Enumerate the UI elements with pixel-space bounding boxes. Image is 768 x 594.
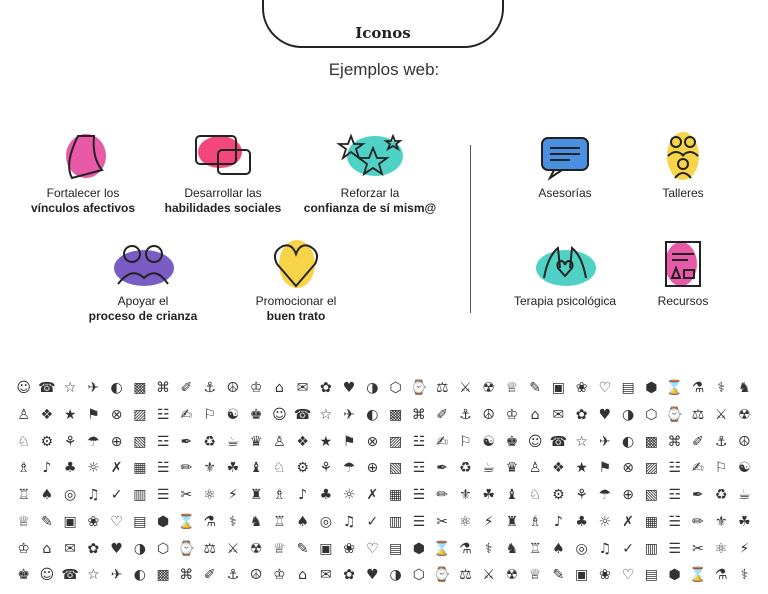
grid-icon: ⚙ [552, 487, 565, 503]
grid-icon: ⚖ [459, 567, 472, 584]
grid-icon: ⊗ [366, 433, 379, 450]
grid-icon: ✈ [343, 406, 355, 423]
grid-icon: ❖ [296, 433, 309, 450]
grid-icon: ♫ [598, 540, 612, 557]
grid-icon: ▥ [644, 540, 658, 557]
grid-icon: ⚓ [203, 380, 216, 396]
grid-icon: ♥ [366, 567, 379, 584]
grid-icon: ⚗ [714, 567, 728, 584]
grid-icon: ⬡ [157, 540, 170, 557]
grid-icon: ♝ [249, 460, 263, 477]
grid-icon: ✿ [320, 380, 332, 396]
grid-icon: ☎ [61, 567, 79, 584]
grid-icon: ✒ [692, 487, 704, 503]
grid-icon: ♥ [598, 406, 612, 423]
heart-arm-icon [48, 130, 118, 182]
example-talleres [608, 130, 758, 201]
grid-icon: ▨ [133, 406, 147, 423]
grid-icon: ⚓ [714, 433, 728, 450]
grid-icon: ☢ [505, 567, 519, 584]
grid-icon: ♔ [249, 380, 263, 396]
grid-icon: ⚑ [87, 406, 100, 423]
grid-icon: ♡ [621, 567, 635, 584]
grid-icon: ◎ [575, 540, 588, 557]
grid-icon: ☯ [738, 460, 751, 477]
grid-icon: ⊕ [366, 460, 379, 477]
grid-icon: ⊕ [110, 433, 123, 450]
grid-icon: ⚘ [319, 460, 333, 477]
grid-icon: ♕ [17, 513, 30, 530]
grid-icon: ❀ [599, 567, 611, 584]
grid-icon: ⚡ [227, 487, 238, 503]
grid-icon: ❀ [87, 513, 100, 530]
grid-icon: ✓ [110, 487, 123, 503]
example-recursos [608, 238, 758, 309]
grid-icon: ☲ [668, 487, 681, 503]
grid-icon: ⌘ [179, 567, 194, 584]
grid-icon: ▨ [389, 433, 403, 450]
grid-icon: ☳ [412, 433, 426, 450]
example-fortalecer [8, 130, 158, 216]
grid-icon: ♗ [17, 460, 30, 477]
grid-icon: ✏ [436, 487, 448, 503]
grid-icon: ⚖ [435, 380, 449, 396]
grid-icon: ◎ [319, 513, 332, 530]
grid-icon: ⊗ [622, 460, 634, 477]
grid-icon: ☯ [482, 433, 495, 450]
page-title: Iconos [355, 24, 411, 42]
grid-icon: ★ [63, 406, 77, 423]
grid-icon: ◑ [389, 567, 402, 584]
grid-icon: ☂ [342, 460, 356, 477]
grid-icon: ▣ [63, 513, 77, 530]
grid-icon: ▧ [644, 487, 658, 503]
grid-icon: ✿ [575, 406, 588, 423]
grid-icon: ✓ [622, 540, 634, 557]
grid-icon: ✉ [552, 406, 565, 423]
example-label: Terapia psicológica [513, 294, 617, 308]
grid-icon: ✐ [203, 567, 216, 584]
grid-icon: ☱ [412, 487, 426, 503]
grid-icon: ☼ [598, 513, 612, 530]
grid-icon: ☺ [527, 433, 543, 450]
example-label-bold: confianza de sí mism@ [303, 201, 437, 215]
grid-icon: ⚕ [717, 380, 725, 396]
grid-icon: ✗ [110, 460, 123, 477]
grid-icon: ⚛ [459, 513, 472, 530]
grid-icon: ♞ [505, 540, 519, 557]
grid-icon: ⬡ [389, 380, 402, 396]
grid-icon: ⚜ [714, 513, 728, 530]
grid-icon: ♔ [17, 540, 30, 557]
grid-icon: ♖ [17, 487, 30, 503]
grid-icon: ▨ [644, 460, 658, 477]
grid-icon: ♚ [17, 567, 30, 584]
grid-icon: ✒ [180, 433, 193, 450]
grid-icon: ❀ [575, 380, 588, 396]
grid-icon: ▩ [133, 380, 147, 396]
grid-icon: ♘ [273, 460, 286, 477]
grid-icon: ▧ [389, 460, 403, 477]
grid-icon: ⌂ [298, 567, 308, 584]
grid-icon: ⬢ [668, 567, 681, 584]
grid-icon: ☆ [575, 433, 588, 450]
grid-icon: ⚖ [691, 406, 705, 423]
grid-icon: ♝ [505, 487, 519, 503]
grid-icon: ♔ [273, 567, 286, 584]
grid-icon: ⬢ [412, 540, 425, 557]
grid-icon: ♕ [505, 380, 519, 396]
grid-icon: ✗ [366, 487, 379, 503]
group-icon [648, 130, 718, 182]
grid-icon: ⚛ [714, 540, 728, 557]
grid-icon: ⚘ [63, 433, 77, 450]
grid-icon: ✂ [180, 487, 193, 503]
grid-icon: ◑ [622, 406, 635, 423]
grid-icon: ▩ [644, 433, 658, 450]
chat-bubbles-icon [188, 130, 258, 182]
grid-icon: ⌂ [42, 540, 52, 557]
grid-icon: ◑ [366, 380, 379, 396]
grid-icon: ♜ [505, 513, 519, 530]
grid-icon: ☳ [668, 460, 681, 477]
grid-icon: ⌚ [177, 540, 196, 557]
grid-icon: ⚓ [226, 567, 240, 584]
grid-icon: ♛ [249, 433, 263, 450]
grid-icon: ⚓ [459, 406, 472, 423]
grid-icon: ☮ [482, 406, 495, 423]
grid-icon: ◎ [64, 487, 77, 503]
grid-icon: ⚖ [203, 540, 216, 557]
grid-icon: ☎ [549, 433, 568, 450]
grid-icon: ✗ [622, 513, 634, 530]
grid-icon: ♞ [249, 513, 263, 530]
grid-icon: ⬡ [645, 406, 658, 423]
grid-icon: ☕ [482, 460, 495, 477]
grid-icon: ❖ [552, 460, 565, 477]
grid-icon: ⚑ [598, 460, 612, 477]
grid-icon: ⚕ [229, 513, 237, 530]
grid-icon: ⊗ [110, 406, 123, 423]
grid-icon: ♻ [714, 487, 728, 503]
grid-icon: ▩ [156, 567, 170, 584]
grid-icon: ✈ [110, 567, 123, 584]
grid-icon: ⚕ [740, 567, 749, 584]
grid-icon: ☆ [63, 380, 77, 396]
grid-icon: ⌛ [433, 540, 451, 557]
example-label-bold: habilidades sociales [164, 201, 282, 215]
grid-icon: ⌚ [665, 406, 684, 423]
example-label: Asesorías [538, 186, 592, 200]
grid-icon: ♥ [110, 540, 123, 557]
grid-icon: ⚡ [483, 513, 494, 530]
grid-icon: ▦ [389, 487, 403, 503]
grid-icon: ⚘ [575, 487, 588, 503]
grid-icon: ▦ [133, 460, 147, 477]
grid-icon: ♞ [738, 380, 751, 396]
grid-icon: ✎ [529, 380, 541, 396]
grid-icon: ⚕ [484, 540, 493, 557]
grid-icon: ✐ [692, 433, 704, 450]
grid-icon: ⚛ [203, 487, 216, 503]
grid-icon: ⚜ [459, 487, 472, 503]
grid-icon: ▧ [133, 433, 147, 450]
grid-icon: ✉ [296, 380, 309, 396]
grid-icon: ▣ [319, 540, 333, 557]
grid-icon: ✂ [692, 540, 704, 557]
grid-icon: ♗ [528, 513, 542, 530]
grid-icon: ♫ [87, 487, 100, 503]
grid-icon: ☢ [482, 380, 495, 396]
grid-icon: ♡ [110, 513, 123, 530]
grid-icon: ★ [575, 460, 588, 477]
grid-icon: ♻ [459, 460, 472, 477]
grid-icon: ⚗ [203, 513, 216, 530]
grid-icon: ◐ [622, 433, 635, 450]
grid-icon: ◐ [110, 380, 123, 396]
page-subtitle: Ejemplos web: [328, 60, 440, 79]
example-promocionar [221, 238, 371, 324]
grid-icon: ⌚ [433, 567, 451, 584]
grid-icon: ☘ [738, 513, 751, 530]
icon-grid [12, 375, 756, 589]
example-label: Promocionar el [255, 294, 337, 308]
grid-icon: ⬡ [412, 567, 425, 584]
grid-icon: ✐ [180, 380, 193, 396]
grid-icon: ⌘ [667, 433, 682, 450]
example-apoyar [68, 238, 218, 324]
grid-icon: ✿ [343, 567, 355, 584]
example-label: Fortalecer los [46, 186, 120, 200]
grid-icon: ✈ [87, 380, 100, 396]
grid-icon: ☯ [226, 406, 240, 423]
grid-icon: ▥ [389, 513, 403, 530]
grid-icon: ◐ [133, 567, 146, 584]
grid-icon: ⌛ [665, 380, 684, 396]
grid-icon: ◑ [133, 540, 146, 557]
grid-icon: ♪ [298, 487, 308, 503]
section-divider [470, 145, 471, 313]
grid-icon: ⚗ [459, 540, 472, 557]
grid-icon: ▤ [389, 540, 403, 557]
grid-icon: ☮ [249, 567, 263, 584]
grid-icon: ☲ [412, 460, 426, 477]
grid-icon: ♕ [273, 540, 286, 557]
grid-icon: ☱ [156, 460, 170, 477]
grid-icon: ☰ [668, 540, 681, 557]
grid-icon: ♣ [63, 460, 77, 477]
grid-icon: ☺ [16, 380, 31, 396]
example-label: Talleres [662, 186, 704, 200]
grid-icon: ☰ [412, 513, 426, 530]
grid-icon: ♘ [17, 433, 30, 450]
grid-icon: ☎ [293, 406, 312, 423]
grid-icon: ♪ [42, 460, 52, 477]
grid-icon: ⌛ [689, 567, 707, 584]
grid-icon: ☘ [226, 460, 240, 477]
example-label: Apoyar el [117, 294, 169, 308]
example-label: Reforzar la [340, 186, 400, 200]
example-desarrollar [148, 130, 298, 216]
grid-icon: ♠ [296, 513, 309, 530]
grid-icon: ▤ [644, 567, 658, 584]
grid-icon: ☂ [598, 487, 612, 503]
grid-icon: ✍ [436, 433, 448, 450]
grid-icon: ⌘ [156, 380, 171, 396]
grid-icon: ♔ [505, 406, 519, 423]
grid-icon: ✎ [552, 567, 565, 584]
grid-icon: ☢ [738, 406, 751, 423]
heart-icon [261, 238, 331, 290]
grid-icon: ☼ [87, 460, 100, 477]
grid-icon: ♙ [17, 406, 30, 423]
grid-icon: ♫ [342, 513, 356, 530]
grid-icon: ⚔ [714, 406, 728, 423]
example-label: Recursos [657, 294, 709, 308]
grid-icon: ♚ [505, 433, 519, 450]
grid-icon: ⬢ [645, 380, 658, 396]
grid-icon: ♣ [575, 513, 588, 530]
grid-icon: ✉ [64, 540, 76, 557]
grid-icon: ✈ [599, 433, 611, 450]
grid-icon: ⊕ [622, 487, 634, 503]
grid-icon: ☆ [319, 406, 333, 423]
grid-icon: ☮ [226, 380, 240, 396]
grid-icon: ⌘ [411, 406, 426, 423]
message-icon [530, 130, 600, 182]
grid-icon: ♘ [528, 487, 542, 503]
grid-icon: ⚐ [714, 460, 728, 477]
grid-icon: ☰ [156, 487, 170, 503]
example-label-bold: proceso de crianza [88, 309, 198, 323]
grid-icon: ☢ [249, 540, 263, 557]
grid-icon: ⬢ [157, 513, 170, 530]
grid-icon: ♻ [203, 433, 216, 450]
document-icon [648, 238, 718, 290]
example-label: Desarrollar las [184, 186, 262, 200]
grid-icon: ☎ [38, 380, 56, 396]
grid-icon: ⚔ [459, 380, 472, 396]
grid-icon: ♠ [40, 487, 54, 503]
grid-icon: ♙ [273, 433, 286, 450]
grid-icon: ♚ [249, 406, 263, 423]
grid-icon: ⚙ [296, 460, 309, 477]
grid-icon: ⌚ [410, 380, 428, 396]
grid-icon: ☳ [156, 406, 170, 423]
grid-icon: ▤ [133, 513, 147, 530]
grid-icon: ✐ [436, 406, 448, 423]
stars-icon [335, 130, 405, 182]
grid-icon: ⚐ [459, 433, 472, 450]
grid-icon: ♥ [342, 380, 356, 396]
grid-icon: ☕ [738, 487, 751, 503]
grid-icon: ▣ [551, 380, 565, 396]
grid-icon: ♖ [528, 540, 542, 557]
grid-icon: ✍ [692, 460, 704, 477]
grid-icon: ✒ [436, 460, 448, 477]
grid-icon: ♠ [552, 540, 565, 557]
grid-icon: ♜ [249, 487, 263, 503]
grid-icon: ▥ [133, 487, 147, 503]
grid-icon: ⚐ [203, 406, 216, 423]
grid-icon: ⌛ [177, 513, 196, 530]
grid-icon: ☕ [226, 433, 240, 450]
grid-icon: ✉ [320, 567, 332, 584]
grid-icon: ▩ [389, 406, 403, 423]
grid-icon: ♖ [273, 513, 286, 530]
grid-icon: ▤ [621, 380, 635, 396]
grid-icon: ☂ [87, 433, 100, 450]
hands-heart-icon [530, 238, 600, 290]
parent-child-icon [108, 238, 178, 290]
grid-icon: ✍ [180, 406, 193, 423]
grid-icon: ⚜ [203, 460, 216, 477]
grid-icon: ☼ [342, 487, 356, 503]
grid-icon: ✏ [180, 460, 193, 477]
grid-icon: ♙ [528, 460, 542, 477]
grid-icon: ⚔ [226, 540, 240, 557]
grid-icon: ❀ [343, 540, 355, 557]
grid-icon: ◐ [366, 406, 379, 423]
grid-icon: ⚔ [482, 567, 495, 584]
grid-icon: ❖ [40, 406, 54, 423]
grid-icon: ⚙ [40, 433, 54, 450]
grid-icon: ✂ [436, 513, 448, 530]
grid-icon: ♡ [598, 380, 612, 396]
grid-icon: ⚗ [691, 380, 705, 396]
grid-icon: ⌂ [274, 380, 284, 396]
grid-icon: ☲ [156, 433, 170, 450]
example-label-bold: vínculos afectivos [30, 201, 136, 215]
grid-icon: ♛ [505, 460, 519, 477]
grid-icon: ☱ [668, 513, 681, 530]
grid-icon: ⚡ [739, 540, 750, 557]
grid-icon: ★ [319, 433, 333, 450]
grid-icon: ☘ [482, 487, 495, 503]
grid-icon: ✓ [366, 513, 379, 530]
example-label-bold: buen trato [266, 309, 326, 323]
grid-icon: ✿ [87, 540, 100, 557]
grid-icon: ♗ [273, 487, 286, 503]
grid-icon: ⚑ [342, 433, 356, 450]
grid-icon: ♣ [319, 487, 333, 503]
grid-icon: ♪ [553, 513, 563, 530]
grid-icon: ♡ [366, 540, 379, 557]
grid-icon: ☺ [272, 406, 287, 423]
grid-icon: ✏ [692, 513, 704, 530]
grid-icon: ☮ [738, 433, 751, 450]
grid-icon: ☺ [39, 567, 55, 584]
grid-icon: ▦ [644, 513, 658, 530]
grid-icon: ☆ [87, 567, 100, 584]
grid-icon: ♕ [528, 567, 542, 584]
example-reforzar [295, 130, 445, 216]
grid-icon: ▣ [575, 567, 589, 584]
grid-icon: ⌂ [530, 406, 540, 423]
grid-icon: ✎ [296, 540, 309, 557]
grid-icon: ✎ [41, 513, 53, 530]
